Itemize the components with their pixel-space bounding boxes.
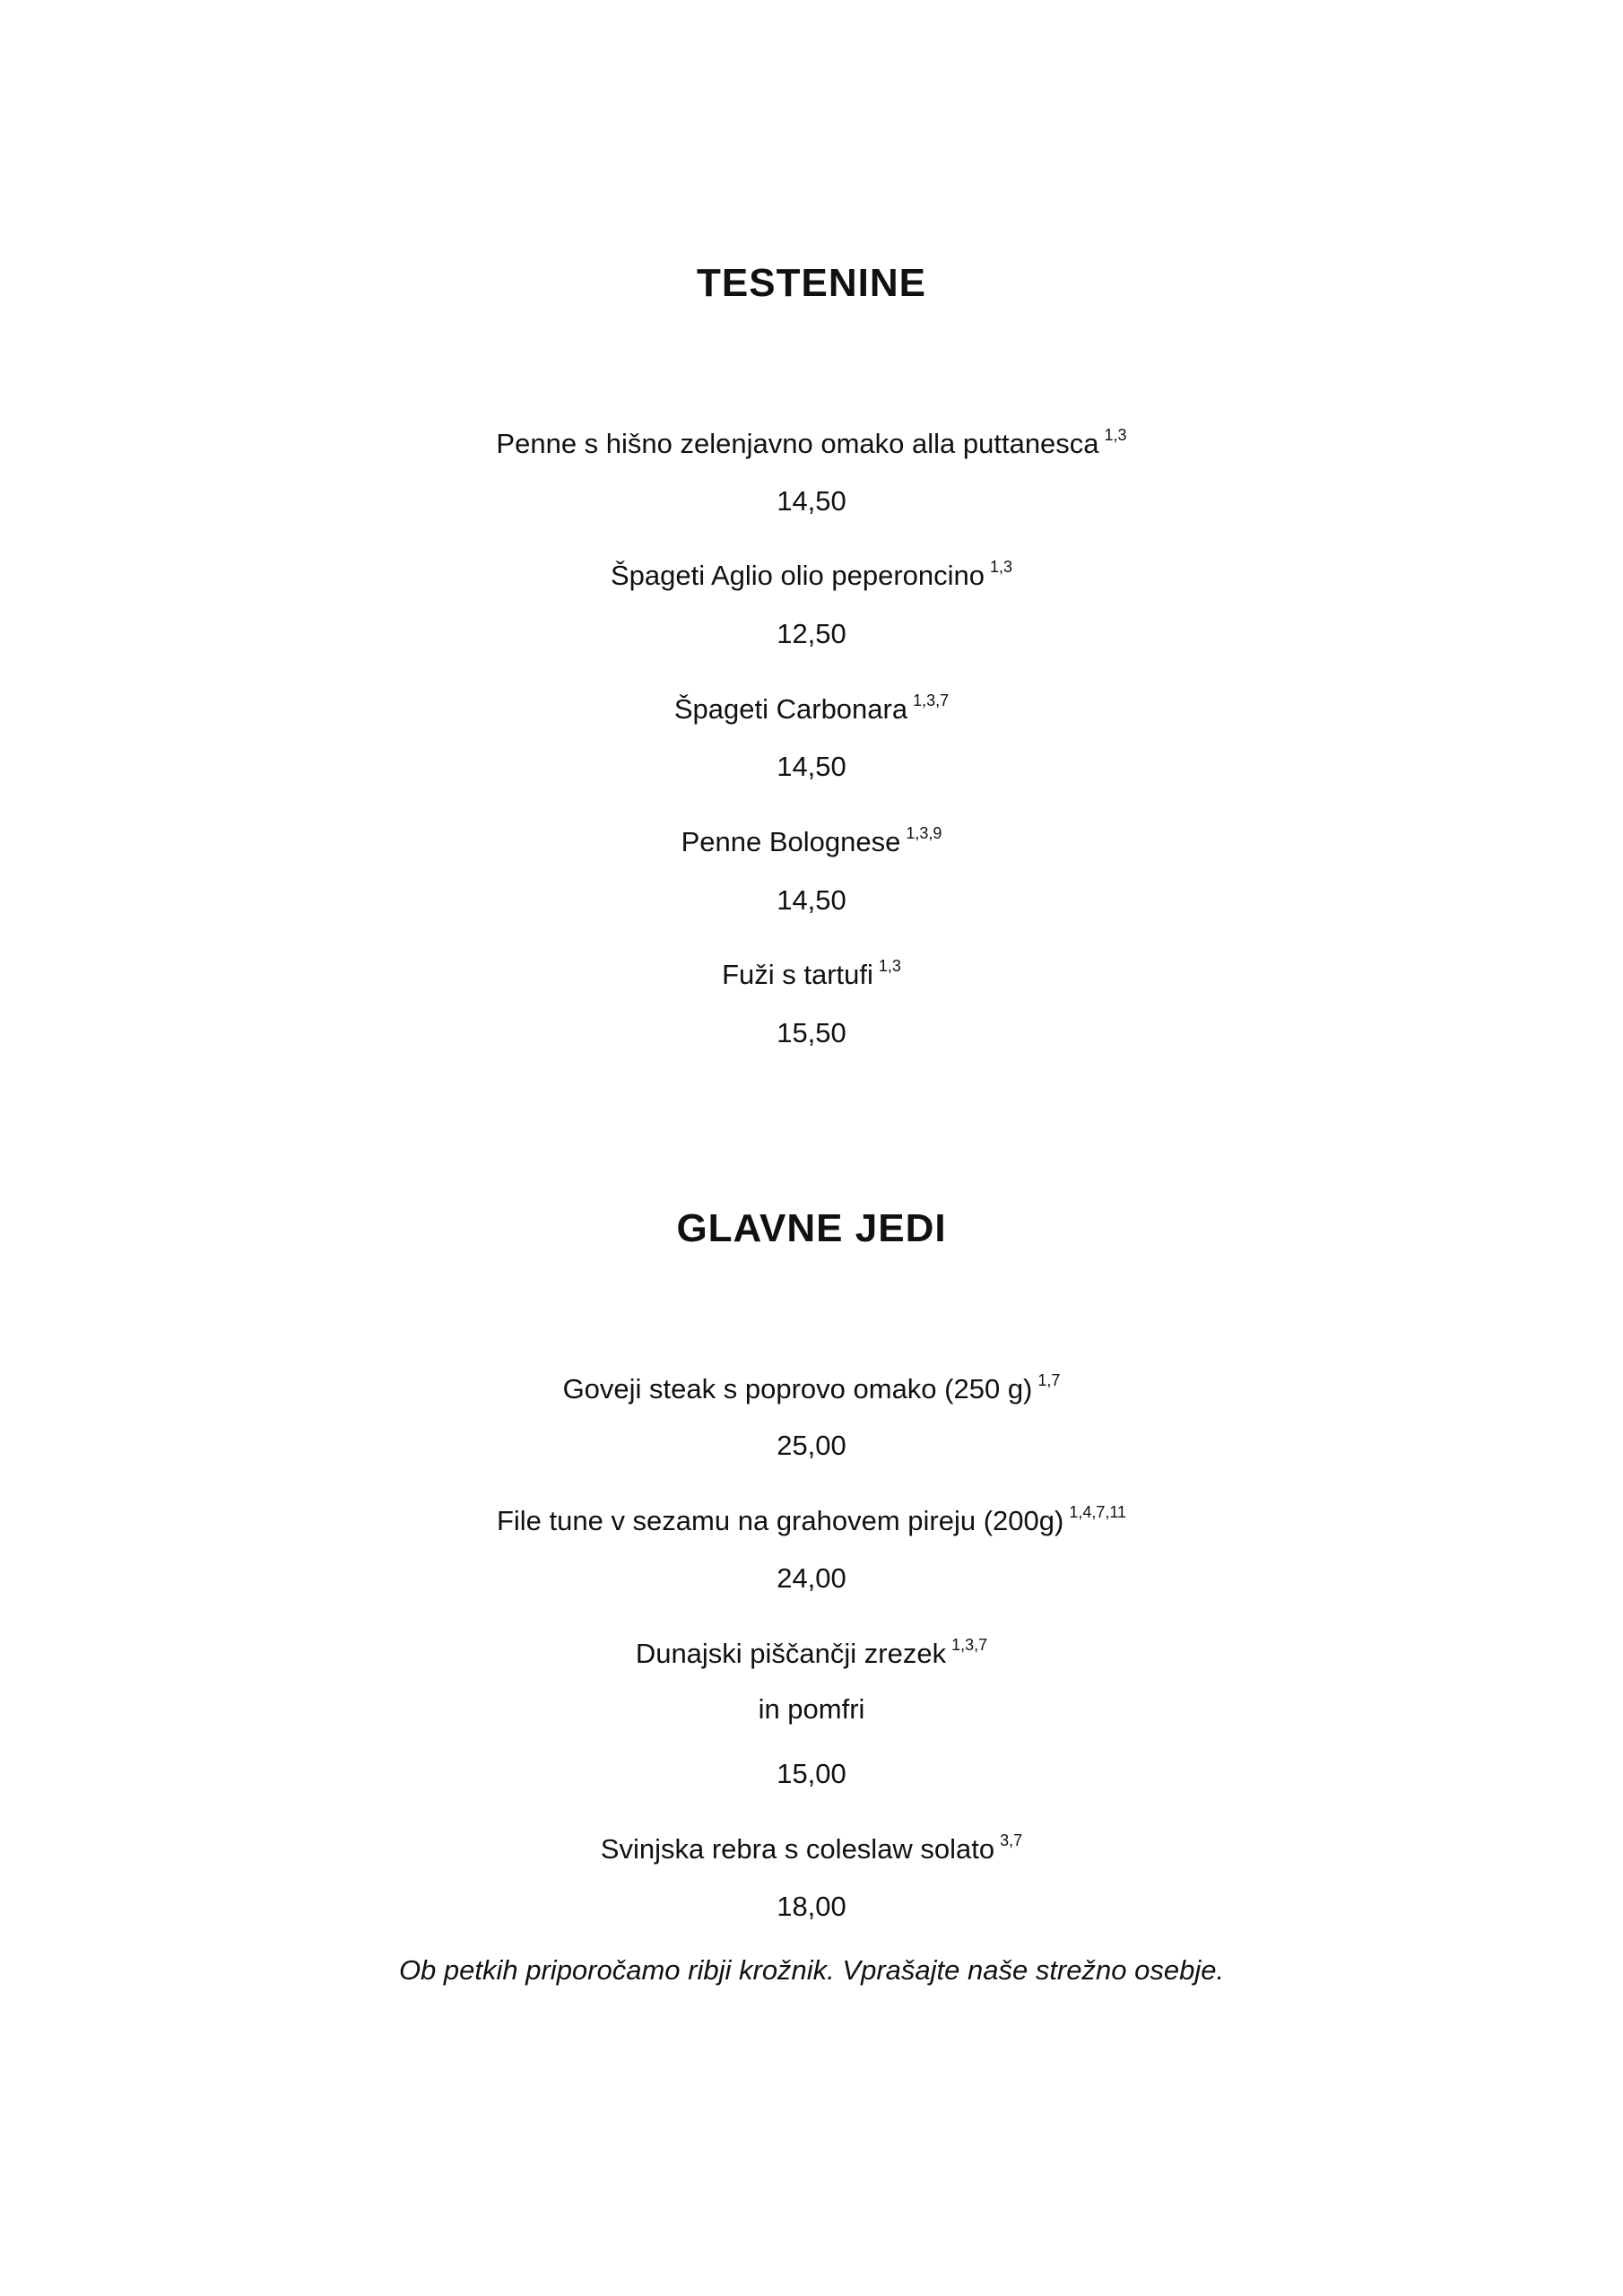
menu-item-name: Špageti Carbonara $^{1,3,7}$ xyxy=(673,691,950,725)
allergen-codes: 1,3,9 xyxy=(906,824,942,842)
allergen-codes: 1,3 xyxy=(1104,426,1127,444)
allergen-codes: 1,3 xyxy=(990,558,1013,576)
menu-item-name: Penne Bolognese $^{1,3,9}$ xyxy=(681,824,942,857)
menu-item-price: 14,50 xyxy=(777,751,846,782)
menu-item-name: Fuži s tartufi $^{1,3}$ xyxy=(722,957,901,990)
menu-item-name: Penne s hišno zelenjavno omako alla puttanesca $^{1,3}$ xyxy=(496,426,1127,459)
allergen-codes: 1,3 xyxy=(878,957,901,975)
allergen-codes: 1,3,7 xyxy=(913,691,950,709)
allergen-codes: 3,7 xyxy=(1000,1831,1023,1849)
menu-item-price: 24,00 xyxy=(777,1562,846,1594)
menu-item-price: 14,50 xyxy=(777,485,846,517)
menu-item-price: 12,50 xyxy=(777,618,846,649)
menu-item-subtitle: in pomfri xyxy=(758,1693,865,1725)
menu-item-name: Špageti Aglio olio peperoncino $^{1,3}$ xyxy=(610,558,1013,591)
allergen-codes: 1,4,7,11 xyxy=(1069,1503,1127,1521)
section-title-glavne-jedi: GLAVNE JEDI xyxy=(676,1206,947,1250)
menu-item-price: 18,00 xyxy=(777,1891,846,1922)
menu-item-price: 25,00 xyxy=(777,1430,846,1461)
section-title-testenine: TESTENINE xyxy=(697,261,926,305)
menu-note: Ob petkih priporočamo ribji krožnik. Vprašajte naše strežno osebje. xyxy=(398,1954,1225,1986)
allergen-codes: 1,3,7 xyxy=(951,1636,988,1654)
menu-item-price: 15,50 xyxy=(777,1017,846,1048)
menu-item-price: 15,00 xyxy=(777,1758,846,1789)
menu-item-price: 14,50 xyxy=(777,884,846,916)
allergen-codes: 1,7 xyxy=(1037,1371,1061,1389)
menu-item-name: File tune v sezamu na grahovem pireju (200g) $^{1,4,7,11}$ xyxy=(496,1503,1127,1536)
menu-item-name: Goveji steak s poprovo omako (250 g) $^{1,7}$ xyxy=(562,1371,1061,1405)
menu-item-name: Dunajski piščančji zrezek $^{1,3,7}$ xyxy=(635,1636,988,1669)
menu-item-name: Svinjska rebra s coleslaw solato $^{3,7}$ xyxy=(600,1831,1023,1865)
